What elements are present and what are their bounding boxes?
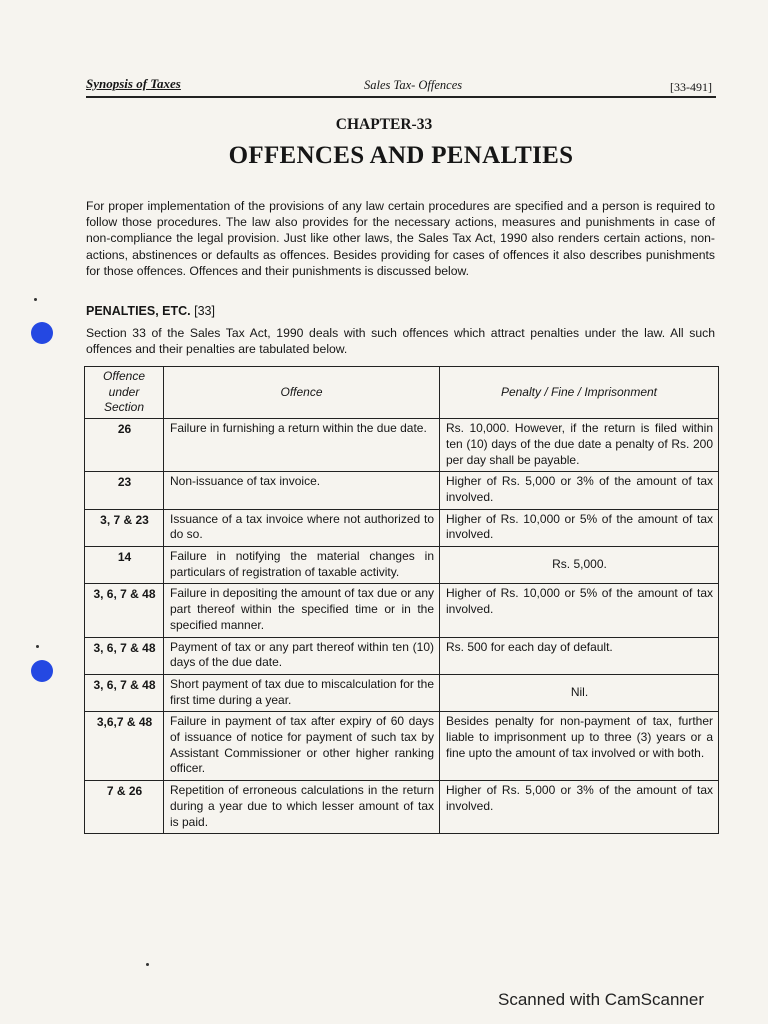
row-offence: Non-issuance of tax invoice. — [164, 472, 440, 509]
page-number: [33-491] — [670, 80, 712, 94]
row-penalty: Besides penalty for non-payment of tax, further liable to imprisonment up to three (3) years or a fine upto the amount of tax involved or with both. — [440, 712, 719, 781]
row-penalty: Nil. — [440, 674, 719, 711]
section-running-title: Sales Tax- Offences — [364, 78, 463, 92]
row-section: 23 — [85, 472, 164, 509]
row-penalty: Higher of Rs. 5,000 or 3% of the amount of tax involved. — [440, 472, 719, 509]
row-penalty: Higher of Rs. 10,000 or 5% of the amount of tax involved. — [440, 509, 719, 546]
row-section: 26 — [85, 419, 164, 472]
row-penalty: Rs. 10,000. However, if the return is filed within ten (10) days of the due date a penalty of Rs. 200 per day shall be payable. — [440, 419, 719, 472]
table-row — [85, 472, 719, 509]
chapter-title: OFFENCES AND PENALTIES — [228, 142, 574, 169]
running-head — [86, 76, 716, 98]
row-section: 3, 7 & 23 — [85, 509, 164, 546]
row-offence: Short payment of tax due to miscalculation for the first time during a year. — [164, 674, 440, 711]
row-penalty: Higher of Rs. 10,000 or 5% of the amount of tax involved. — [440, 584, 719, 637]
section-heading-ref: [33] — [194, 304, 215, 318]
section-heading — [86, 304, 215, 318]
table-row — [85, 547, 719, 584]
table-row — [85, 712, 719, 781]
table-row — [85, 637, 719, 674]
scanner-watermark: Scanned with CamScanner — [498, 990, 705, 1009]
table-row — [85, 584, 719, 637]
book-title: Synopsis of Taxes — [86, 76, 181, 91]
chapter-number: CHAPTER-33 — [335, 116, 433, 133]
row-offence: Payment of tax or any part thereof within ten (10) days of the due date. — [164, 637, 440, 674]
row-section: 3,6,7 & 48 — [85, 712, 164, 781]
section-paragraph: Section 33 of the Sales Tax Act, 1990 deals with such offences which attract penalties under the law. All such offences and their penalties are tabulated below. — [86, 326, 715, 357]
row-offence: Issuance of a tax invoice where not authorized to do so. — [164, 509, 440, 546]
header-offence: Offence — [164, 367, 440, 419]
table-row — [85, 781, 719, 834]
row-section: 14 — [85, 547, 164, 584]
row-penalty: Rs. 5,000. — [440, 547, 719, 584]
table-header-row — [85, 367, 719, 419]
penalties-table — [84, 366, 719, 834]
binder-hole-bottom — [31, 660, 53, 682]
row-section: 3, 6, 7 & 48 — [85, 637, 164, 674]
intro-paragraph: For proper implementation of the provisions of any law certain procedures are specified and a person is required to follow those procedures. The law also provides for the necessary actions, measures and punishments in case of non-compliance the legal provision. Just like other laws, the Sales Tax Act, 1990 also renders certain actions, non-actions, abstinences or defaults as offences. Besides providing for cases of offences it also describes punishments for those offences. Offences and their punishments is discussed below. — [86, 199, 715, 278]
scan-speck — [34, 298, 37, 301]
row-section: 3, 6, 7 & 48 — [85, 584, 164, 637]
header-penalty: Penalty / Fine / Imprisonment — [440, 367, 719, 419]
section-heading-text: PENALTIES, ETC. — [86, 304, 191, 318]
scan-speck — [146, 963, 149, 966]
scan-speck — [36, 645, 39, 648]
binder-hole-top — [31, 322, 53, 344]
row-offence: Failure in furnishing a return within the due date. — [164, 419, 440, 472]
row-penalty: Rs. 500 for each day of default. — [440, 637, 719, 674]
row-offence: Repetition of erroneous calculations in the return during a year due to which lesser amount of tax is paid. — [164, 781, 440, 834]
row-offence: Failure in notifying the material changes in particulars of registration of taxable activity. — [164, 547, 440, 584]
table-row — [85, 419, 719, 472]
header-section: Offence under Section — [85, 367, 164, 419]
table-row — [85, 509, 719, 546]
table-row — [85, 674, 719, 711]
row-section: 3, 6, 7 & 48 — [85, 674, 164, 711]
row-offence: Failure in payment of tax after expiry of 60 days of issuance of notice for payment of such tax by Assistant Commissioner or other higher ranking officer. — [164, 712, 440, 781]
row-offence: Failure in depositing the amount of tax due or any part thereof within the specified time or in the specified manner. — [164, 584, 440, 637]
row-penalty: Higher of Rs. 5,000 or 3% of the amount of tax involved. — [440, 781, 719, 834]
row-section: 7 & 26 — [85, 781, 164, 834]
